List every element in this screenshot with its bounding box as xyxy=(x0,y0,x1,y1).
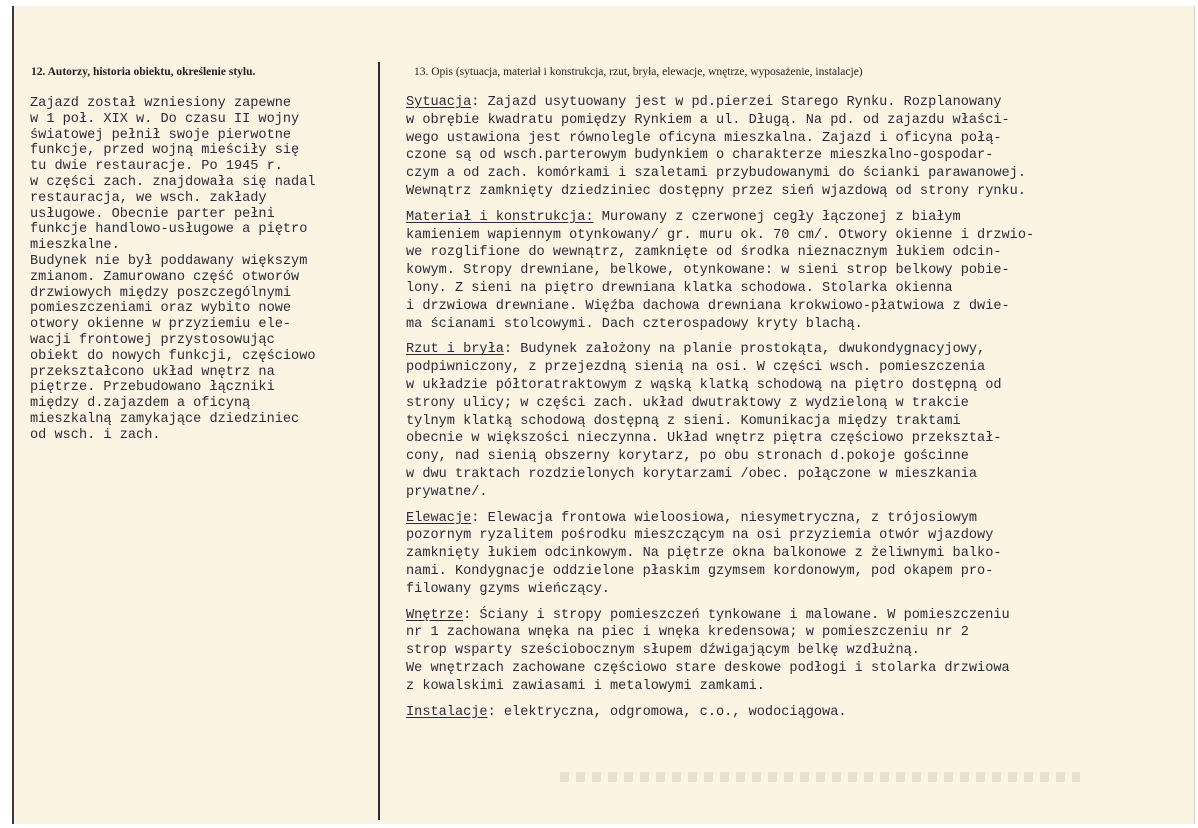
section-rzut xyxy=(406,341,1166,501)
text-line: w obrębie kwadratu pomiędzy Rynkiem a ul. Długą. Na pd. od zajazdu właści- xyxy=(406,112,1010,128)
section-sytuacja xyxy=(406,94,1166,201)
section-first-line xyxy=(406,94,1166,112)
field-13-header: 13. Opis (sytuacja, materiał i konstrukcja, rzut, bryła, elewacje, wnętrze, wyposażenie, instalacje) xyxy=(414,66,863,78)
text-line: obiekt do nowych funkcji, częściowo xyxy=(30,348,316,364)
section-label: Instalacje xyxy=(406,704,488,720)
text-line: tylnym klatką schodową dostępną z sieni. Komunikacja między traktami xyxy=(406,413,961,429)
text-line: funkcje, przed wojną mieściły się xyxy=(30,143,300,159)
section-first-line xyxy=(406,341,1166,359)
field-12-header: 12. Autorzy, historia obiektu, określenie stylu. xyxy=(31,66,256,78)
section-label: Elewacje xyxy=(406,510,472,526)
text-line: z kowalskimi zawiasami i metalowymi zamkami. xyxy=(406,678,765,694)
bleed-through-text xyxy=(560,772,1080,782)
section-wnetrze xyxy=(406,607,1166,696)
text-line: w dwu traktach rozdzielonych korytarzami /obec. połączone w mieszkania xyxy=(406,466,978,482)
section-material xyxy=(406,209,1166,334)
text-line: w 1 poł. XIX w. Do czasu II wojny xyxy=(30,111,300,127)
section-text: : Elewacja frontowa wieloosiowa, niesymetryczna, z trójosiowym xyxy=(471,510,978,526)
text-line: zmianom. Zamurowano część otworów xyxy=(30,269,300,285)
text-line: pomieszczeniami oraz wybito nowe xyxy=(30,301,292,317)
text-line: wacji frontowej przystosowując xyxy=(30,332,275,348)
text-line: prywatne/. xyxy=(406,484,488,500)
section-first-line xyxy=(406,209,1166,227)
text-line: cony, nad sienią obszerny korytarz, po obu stronach d.pokoje gościnne xyxy=(406,449,969,465)
section-text: : elektryczna, odgromowa, c.o., wodociągowa. xyxy=(487,704,847,720)
text-line: funkcje handlowo-usługowe a piętro xyxy=(30,222,308,238)
section-instalacje xyxy=(406,704,1166,722)
section-label: Wnętrze xyxy=(406,607,464,623)
text-line: i drzwiowa drewniane. Więźba dachowa drewniana krokwiowo-płatwiowa z dwie- xyxy=(406,298,1010,314)
text-line: Zajazd został wzniesiony zapewne xyxy=(30,96,292,111)
text-line: czone są od wsch.parterowym budynkiem o charakterze mieszkalno-gospodar- xyxy=(406,148,994,164)
text-line: obecnie w większości nieczynna. Układ wnętrz piętra częściowo przekształ- xyxy=(406,431,1002,447)
text-line: przekształcono układ wnętrz na xyxy=(30,364,275,380)
text-line: pozornym ryzalitem pośrodku mieszczącym na osi przyziemia otwór wjazdowy xyxy=(406,528,994,544)
section-first-line xyxy=(406,510,1166,528)
section-text: : Ściany i stropy pomieszczeń tynkowane i malowane. W pomieszczeniu xyxy=(463,607,1010,623)
text-line: filowany gzyms wieńczący. xyxy=(406,581,610,597)
text-line: w części zach. znajdowała się nadal xyxy=(30,174,316,190)
text-line: piętrze. Przebudowano łączniki xyxy=(30,380,275,396)
section-text: : Zajazd usytuowany jest w pd.pierzei Starego Rynku. Rozplanowany xyxy=(471,95,1002,110)
text-line: nami. Kondygnacje oddzielone płaskim gzymsem kordonowym, pod okapem pro- xyxy=(406,563,994,579)
text-line: usługowe. Obecnie parter pełni xyxy=(30,206,275,222)
text-line: kamieniem wapiennym otynkowany/ gr. muru ok. 70 cm/. Otwory okienne i drzwio- xyxy=(406,227,1035,243)
text-line: w układzie półtoratraktowym z wąską klatką schodową na piętro dostępną od xyxy=(406,377,1002,393)
text-line: mieszkalne. xyxy=(30,238,120,254)
text-line: lony. Z sieni na piętro drewniana klatka schodowa. Stolarka okienna xyxy=(406,280,953,296)
text-line: podpiwniczony, z przejezdną sienią na osi. W części wsch. pomieszczenia xyxy=(406,360,986,376)
text-line: mieszkalną zamykające dziedziniec xyxy=(30,411,300,427)
text-line: nr 1 zachowana wnęka na piec i wnęka kredensowa; w pomieszczeniu nr 2 xyxy=(406,625,969,641)
section-first-line xyxy=(406,607,1166,625)
text-line: od wsch. i zach. xyxy=(30,427,161,443)
column-divider xyxy=(378,62,380,820)
text-line: Wewnątrz zamknięty dziedziniec dostępny przez sień wjazdową od strony rynku. xyxy=(406,183,1026,199)
text-line: we rozglifione do wewnątrz, zamknięte od środka nieznacznym łukiem odcin- xyxy=(406,245,1002,261)
section-label: Rzut i bryła xyxy=(406,342,504,358)
text-line: wego ustawiona jest równolegle oficyna mieszkalna. Zajazd i oficyna połą- xyxy=(406,130,1002,146)
text-line: strop wsparty sześciobocznym słupem dźwigającym belkę wzdłużną. xyxy=(406,643,920,659)
section-label: Sytuacja xyxy=(406,95,472,110)
section-label: Materiał i konstrukcja: xyxy=(406,209,594,225)
section-text: : Budynek założony na planie prostokąta, dwukondygnacyjowy, xyxy=(503,342,986,358)
section-elewacje xyxy=(406,510,1166,599)
text-line: między d.zajazdem a oficyną xyxy=(30,396,251,412)
description-text xyxy=(406,94,1166,729)
text-line: światowej pełnił swoje pierwotne xyxy=(30,127,292,143)
history-text xyxy=(30,96,375,444)
section-first-line xyxy=(406,704,1166,722)
text-line: tu dwie restauracje. Po 1945 r. xyxy=(30,159,283,175)
text-line: Budynek nie był poddawany większym xyxy=(30,253,308,269)
text-line: czym a od zach. komórkami i szaletami przybudowanymi do ścianki parawanowej. xyxy=(406,166,1026,182)
text-line: We wnętrzach zachowane częściowo stare deskowe podłogi i stolarka drzwiowa xyxy=(406,660,1010,676)
text-line: otwory okienne w przyziemiu ele- xyxy=(30,317,292,333)
text-line: drzwiowych między poszczególnymi xyxy=(30,285,292,301)
text-line: zamknięty łukiem odcinkowym. Na piętrze okna balkonowe z żeliwnymi balko- xyxy=(406,546,1002,562)
text-line: restauracja, we wsch. zakłady xyxy=(30,190,267,206)
text-line: kowym. Stropy drewniane, belkowe, otynkowane: w sieni strop belkowy pobie- xyxy=(406,263,1010,279)
text-line: ma ścianami stolcowymi. Dach czterospadowy kryty blachą. xyxy=(406,316,863,332)
text-line: strony ulicy; w części zach. układ dwutraktowy z wydzieloną w trakcie xyxy=(406,395,969,411)
section-text: Murowany z czerwonej cegły łączonej z białym xyxy=(593,209,961,225)
